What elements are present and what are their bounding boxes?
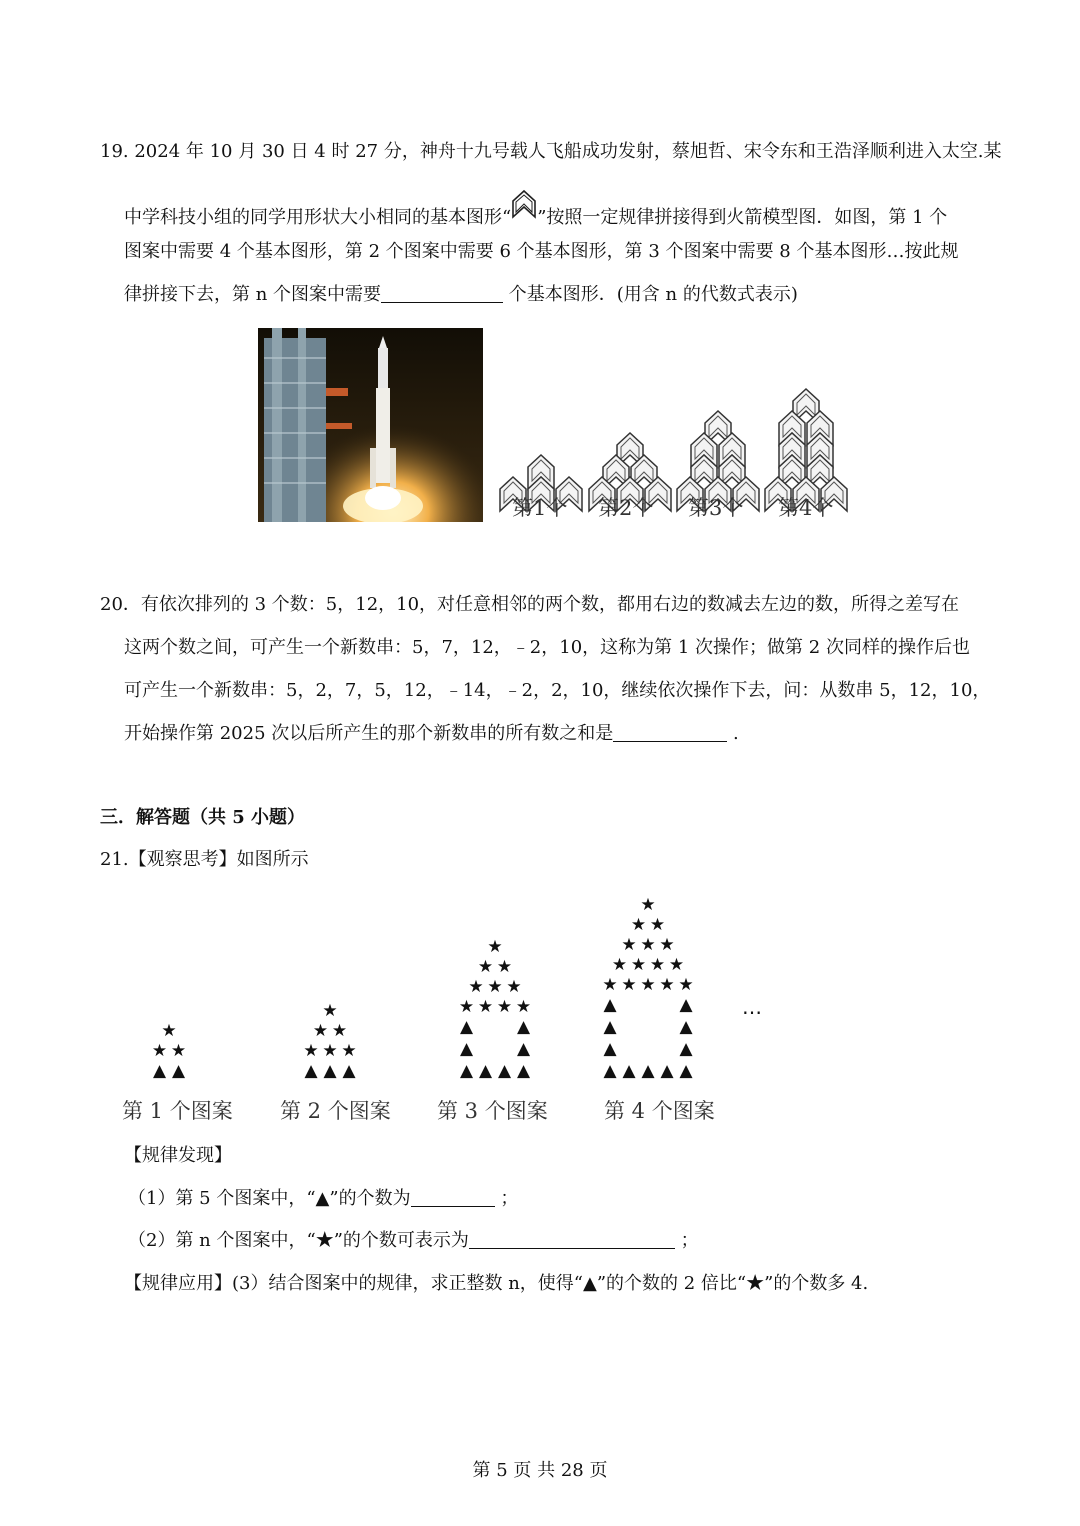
q20-line-1: 20．有依次排列的 3 个数：5，12，10，对任意相邻的两个数，都用右边的数减去左边的数，所得之差写在 xyxy=(100,594,960,615)
triangle-p2-bottom-2: ▲ xyxy=(323,1061,337,1081)
triangle-p4-bottom-3: ▲ xyxy=(641,1061,655,1081)
star-p4-r4-2: ★ xyxy=(630,955,647,975)
star-p2-r3-3: ★ xyxy=(341,1041,357,1061)
q20-line-4-end: . xyxy=(727,723,739,744)
star-p4-r4-1: ★ xyxy=(611,955,628,975)
star-p2-r3-1: ★ xyxy=(303,1041,319,1061)
star-p2-r1-1: ★ xyxy=(322,1001,338,1021)
q21-sub-1 xyxy=(128,1187,518,1211)
triangle-p3-right-2: ▲ xyxy=(516,1017,531,1037)
q20-line-2: 这两个数之间，可产生一个新数串：5，7，12，﹣2，10，这称为第 1 次操作；做第 2 次同样的操作后也 xyxy=(124,637,970,658)
star-p3-r2-2: ★ xyxy=(496,957,513,977)
triangle-p4-bottom-5: ▲ xyxy=(679,1061,693,1081)
q19-line-3: 图案中需要 4 个基本图形，第 2 个图案中需要 6 个基本图形，第 3 个图案中需要 8 个基本图形…按此规 xyxy=(124,241,959,262)
triangle-p1-bottom-2: ▲ xyxy=(171,1061,186,1081)
triangle-p3-bottom-3: ▲ xyxy=(497,1061,512,1081)
star-pattern-label-3: 第 3 个图案 xyxy=(437,1099,548,1123)
triangle-p3-right-1: ▲ xyxy=(516,1039,531,1059)
star-p4-r5-2: ★ xyxy=(621,975,637,995)
q19-line-2-start: 中学科技小组的同学用形状大小相同的基本图形“ xyxy=(124,207,512,228)
star-p4-r4-4: ★ xyxy=(668,955,685,975)
q19-line-1: 19. 2024 年 10 月 30 日 4 时 27 分，神舟十九号载人飞船成功发射，蔡旭哲、宋令东和王浩泽顺利进入太空.某 xyxy=(100,141,1002,162)
q21-sub-3: 【规律应用】(3）结合图案中的规律，求正整数 n，使得“▲”的个数的 2 倍比“★”的个数多 4. xyxy=(124,1273,869,1294)
star-p4-r1-1: ★ xyxy=(640,895,656,915)
star-p3-r4-1: ★ xyxy=(458,997,475,1017)
triangle-p4-left-3: ▲ xyxy=(603,995,617,1015)
rocket-label-2: 第2个 xyxy=(598,496,654,520)
q21-sub-1-start: （1）第 5 个图案中，“▲”的个数为 xyxy=(128,1188,411,1209)
triangle-p4-left-2: ▲ xyxy=(603,1017,617,1037)
triangle-p4-right-3: ▲ xyxy=(679,995,693,1015)
triangle-p4-bottom-4: ▲ xyxy=(660,1061,674,1081)
star-p2-r2-1: ★ xyxy=(312,1021,329,1041)
q20-answer-blank[interactable] xyxy=(613,723,727,742)
star-p3-r1-1: ★ xyxy=(487,937,503,957)
triangle-p3-left-1: ▲ xyxy=(459,1039,474,1059)
q20-line-3: 可产生一个新数串：5，2，7，5，12，﹣14，﹣2，2，10，继续依次操作下去，问：从数串 5，12，10， xyxy=(124,680,991,701)
q21-sub-2 xyxy=(128,1229,699,1253)
star-p3-r4-2: ★ xyxy=(477,997,494,1017)
q21-sub-2-blank[interactable] xyxy=(469,1230,675,1249)
triangle-p4-bottom-1: ▲ xyxy=(603,1061,617,1081)
triangle-p3-bottom-2: ▲ xyxy=(478,1061,493,1081)
star-p4-r3-2: ★ xyxy=(640,935,656,955)
star-p3-r2-1: ★ xyxy=(477,957,494,977)
q19-line-4 xyxy=(124,283,798,307)
page-footer: 第 5 页 共 28 页 xyxy=(472,1460,608,1481)
q21-sub-2-start: （2）第 n 个图案中，“★”的个数可表示为 xyxy=(128,1230,469,1251)
star-p4-r5-4: ★ xyxy=(659,975,675,995)
q19-line-2 xyxy=(124,197,947,230)
star-p4-r2-2: ★ xyxy=(649,915,666,935)
q21-sub-2-end: ； xyxy=(674,1230,699,1251)
star-pattern-label-2: 第 2 个图案 xyxy=(280,1099,391,1123)
star-p4-r5-3: ★ xyxy=(640,975,656,995)
star-p1-r2-1: ★ xyxy=(151,1041,168,1061)
q20-line-4-start: 开始操作第 2025 次以后所产生的那个新数串的所有数之和是 xyxy=(124,723,614,744)
triangle-p3-bottom-4: ▲ xyxy=(516,1061,531,1081)
section-3-title: 三．解答题（共 5 小题） xyxy=(100,807,306,828)
star-p3-r4-4: ★ xyxy=(515,997,532,1017)
star-p4-r2-1: ★ xyxy=(630,915,647,935)
triangle-p4-bottom-2: ▲ xyxy=(622,1061,636,1081)
rocket-label-4: 第4个 xyxy=(778,496,834,520)
q19-answer-blank[interactable] xyxy=(381,284,503,303)
q21-sub-1-end: ； xyxy=(494,1188,519,1209)
star-p2-r3-2: ★ xyxy=(322,1041,338,1061)
star-p3-r3-2: ★ xyxy=(487,977,503,997)
triangle-p2-bottom-3: ▲ xyxy=(342,1061,356,1081)
star-pattern-label-1: 第 1 个图案 xyxy=(122,1099,233,1123)
q20-line-4 xyxy=(124,722,739,746)
triangle-p2-bottom-1: ▲ xyxy=(304,1061,318,1081)
rocket-label-3: 第3个 xyxy=(688,496,744,520)
triangle-p4-right-2: ▲ xyxy=(679,1017,693,1037)
q21-rule-title: 【规律发现】 xyxy=(124,1145,232,1166)
star-p4-r5-5: ★ xyxy=(678,975,694,995)
triangle-p4-right-1: ▲ xyxy=(679,1039,693,1059)
star-p4-r3-3: ★ xyxy=(659,935,675,955)
triangle-p3-bottom-1: ▲ xyxy=(459,1061,474,1081)
triangle-p3-left-2: ▲ xyxy=(459,1017,474,1037)
star-p4-r5-1: ★ xyxy=(602,975,618,995)
rocket-launch-photo xyxy=(258,328,483,522)
star-p3-r3-3: ★ xyxy=(506,977,522,997)
star-p3-r4-3: ★ xyxy=(496,997,513,1017)
q19-line-2-end: ”按照一定规律拼接得到火箭模型图．如图，第 1 个 xyxy=(537,207,948,228)
rocket-label-1: 第1个 xyxy=(512,496,568,520)
star-triangle-figure xyxy=(120,888,800,1088)
star-p1-r1-1: ★ xyxy=(161,1021,177,1041)
star-p1-r2-2: ★ xyxy=(170,1041,187,1061)
q21-sub-1-blank[interactable] xyxy=(411,1188,495,1207)
star-p3-r3-1: ★ xyxy=(468,977,484,997)
basic-shape-icon xyxy=(511,197,537,227)
q19-line-4-end: 个基本图形．(用含 n 的代数式表示) xyxy=(503,284,798,305)
q21-line-1: 21.【观察思考】如图所示 xyxy=(100,849,309,870)
star-p4-r3-1: ★ xyxy=(621,935,637,955)
pattern-ellipsis: … xyxy=(742,995,762,1019)
star-p2-r2-2: ★ xyxy=(331,1021,348,1041)
star-p4-r4-3: ★ xyxy=(649,955,666,975)
triangle-p4-left-1: ▲ xyxy=(603,1039,617,1059)
q19-line-4-start: 律拼接下去，第 n 个图案中需要 xyxy=(124,284,382,305)
triangle-p1-bottom-1: ▲ xyxy=(152,1061,167,1081)
star-pattern-label-4: 第 4 个图案 xyxy=(604,1099,715,1123)
